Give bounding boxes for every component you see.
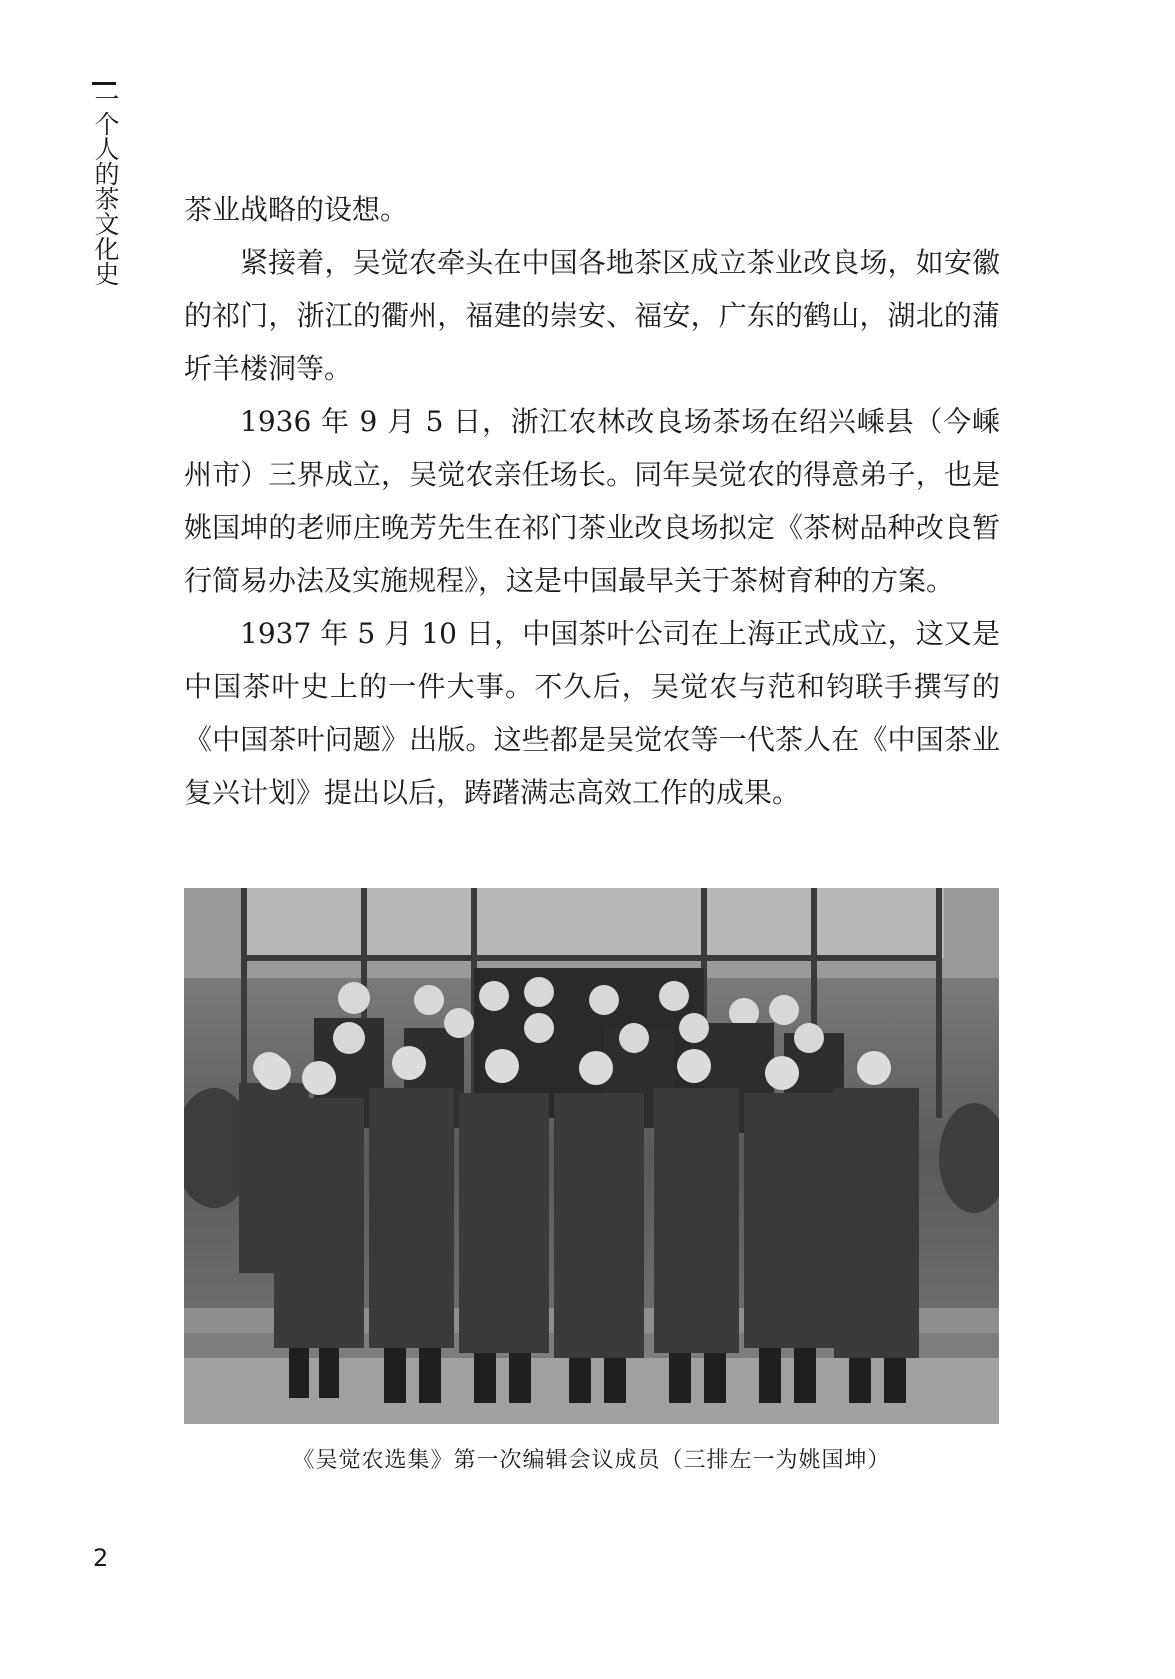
paragraph-4: 1937 年 5 月 10 日，中国茶叶公司在上海正式成立，这又是中国茶叶史上的一件大事。不久后，吴觉农与范和钧联手撰写的《中国茶叶问题》出版。这些都是吴觉农等一代茶人在《中国茶业复兴计划》提出以后，踌躇满志高效工作的成果。 — [184, 617, 1000, 809]
page-number: 2 — [93, 1544, 109, 1572]
paragraph-3: 1936 年 9 月 5 日，浙江农林改良场茶场在绍兴嵊县（今嵊州市）三界成立，吴觉农亲任场长。同年吴觉农的得意弟子，也是姚国坤的老师庄晚芳先生在祁门茶业改良场拟定《茶树品种改良暂行简易办法及实施规程》，这是中国最早关于茶树育种的方案。 — [184, 405, 1000, 597]
paragraph-2: 紧接着，吴觉农牵头在中国各地茶区成立茶业改良场，如安徽的祁门，浙江的衢州，福建的崇安、福安，广东的鹤山，湖北的蒲圻羊楼洞等。 — [184, 246, 1000, 385]
group-photo — [184, 888, 999, 1424]
paragraph-1: 茶业战略的设想。 — [184, 193, 409, 226]
group-photo-illustration — [184, 888, 999, 1424]
running-head-rule — [92, 82, 116, 85]
running-head: 一个人的茶文化史 — [91, 86, 120, 286]
photo-caption: 《吴觉农选集》第一次编辑会议成员（三排左一为姚国坤） — [292, 1448, 891, 1473]
